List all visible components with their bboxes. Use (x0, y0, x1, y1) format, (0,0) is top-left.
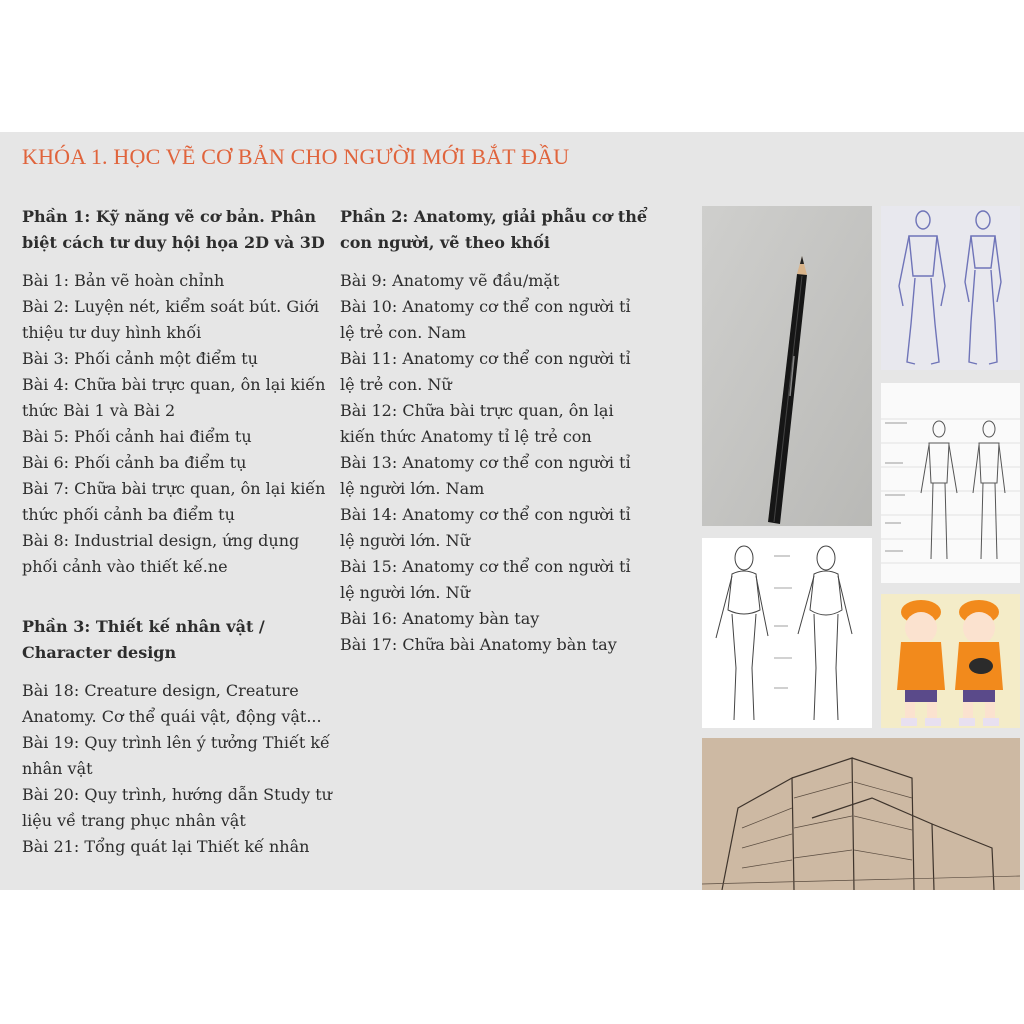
pencil-photo (702, 206, 872, 526)
lesson-item: Bài 9: Anatomy vẽ đầu/mặt (340, 271, 560, 290)
lesson-item: Bài 19: Quy trình lên ý tưởng Thiết kế nhân vật (22, 733, 330, 778)
lesson-item: Bài 2: Luyện nét, kiểm soát bút. Giới thiệu tư duy hình khối (22, 297, 319, 342)
proportion-chart (881, 383, 1020, 583)
lesson-item: Bài 6: Phối cảnh ba điểm tụ (22, 453, 247, 472)
lesson-item: Bài 13: Anatomy cơ thể con người tỉ lệ người lớn. Nam (340, 453, 631, 498)
lesson-item: Bài 10: Anatomy cơ thể con người tỉ lệ trẻ con. Nam (340, 297, 631, 342)
part2-heading: Phần 2: Anatomy, giải phẫu cơ thể con người, vẽ theo khối (340, 207, 648, 252)
part1-section (22, 204, 332, 580)
lesson-item: Bài 15: Anatomy cơ thể con người tỉ lệ người lớn. Nữ (340, 557, 631, 602)
part3-section (22, 614, 332, 860)
lesson-item: Bài 21: Tổng quát lại Thiết kế nhân (22, 837, 310, 856)
lesson-item: Bài 16: Anatomy bàn tay (340, 609, 540, 628)
perspective-building-sketch (702, 738, 1020, 890)
course-panel (0, 132, 1024, 890)
lesson-item: Bài 14: Anatomy cơ thể con người tỉ lệ người lớn. Nữ (340, 505, 631, 550)
lesson-item: Bài 8: Industrial design, ứng dụng phối cảnh vào thiết kế.ne (22, 531, 300, 576)
lesson-item: Bài 1: Bản vẽ hoàn chỉnh (22, 271, 225, 290)
lesson-item: Bài 5: Phối cảnh hai điểm tụ (22, 427, 252, 446)
course-title: KHÓA 1. HỌC VẼ CƠ BẢN CHO NGƯỜI MỚI BẮT ĐẦU (22, 144, 570, 169)
lesson-item: Bài 7: Chữa bài trực quan, ôn lại kiến thức phối cảnh ba điểm tụ (22, 479, 326, 524)
lesson-item: Bài 3: Phối cảnh một điểm tụ (22, 349, 258, 368)
figure-sketch-blue (881, 206, 1020, 370)
character-design-art (881, 594, 1020, 728)
lesson-item: Bài 17: Chữa bài Anatomy bàn tay (340, 635, 617, 654)
lesson-item: Bài 20: Quy trình, hướng dẫn Study tư liệu về trang phục nhân vật (22, 785, 332, 830)
lesson-item: Bài 12: Chữa bài trực quan, ôn lại kiến thức Anatomy tỉ lệ trẻ con (340, 401, 614, 446)
female-anatomy-sketch (702, 538, 872, 728)
lesson-item: Bài 11: Anatomy cơ thể con người tỉ lệ trẻ con. Nữ (340, 349, 631, 394)
part1-heading: Phần 1: Kỹ năng vẽ cơ bản. Phân biệt cách tư duy hội họa 2D và 3D (22, 207, 325, 252)
lesson-item: Bài 18: Creature design, Creature Anatomy. Cơ thể quái vật, động vật... (22, 681, 322, 726)
part2-section (340, 204, 650, 658)
lesson-item: Bài 4: Chữa bài trực quan, ôn lại kiến thức Bài 1 và Bài 2 (22, 375, 326, 420)
part3-heading: Phần 3: Thiết kế nhân vật / Character design (22, 617, 265, 662)
